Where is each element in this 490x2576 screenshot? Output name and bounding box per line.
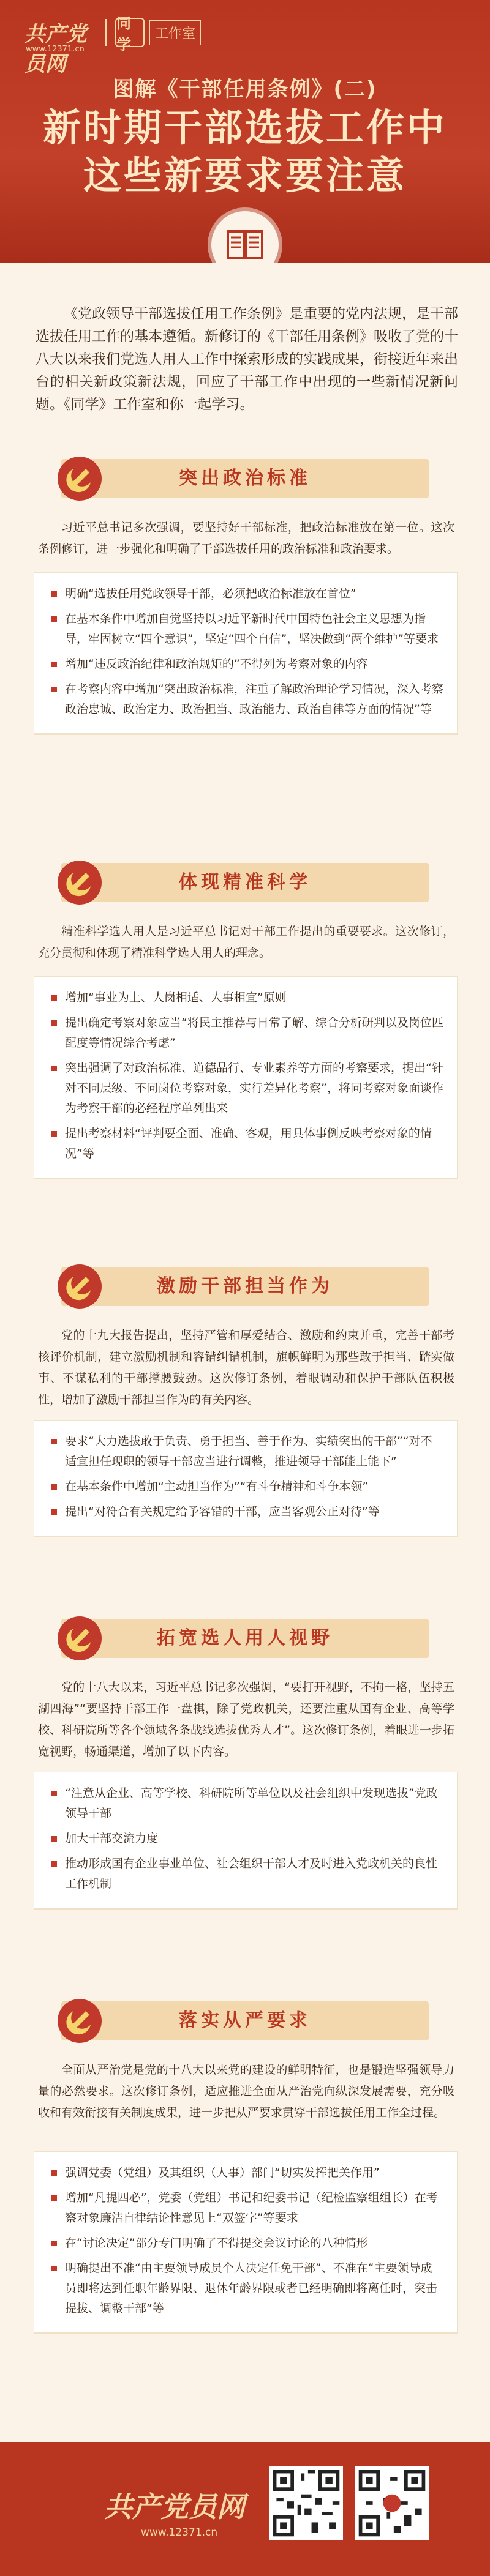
section-title: 激励干部担当作为: [157, 1275, 333, 1297]
section-list-box: [34, 1420, 458, 1536]
tongxue-label: 工作室: [149, 20, 201, 45]
list-item: 在基本条件中增加自觉坚持以习近平新时代中国特色社会主义思想为指导，牢固树立“四个意识”，坚定“四个自信”，坚决做到“两个维护”等要求: [51, 609, 443, 649]
section-title: 拓宽选人用人视野: [157, 1627, 333, 1649]
book-icon: [225, 228, 265, 262]
section-list-box: [34, 2151, 458, 2333]
list-item: 强调党委（党组）及其组织（人事）部门“切实发挥把关作用”: [51, 2163, 443, 2183]
section-list-box: [34, 572, 458, 734]
section-banner-3: [61, 1267, 429, 1306]
qr-code-icon[interactable]: [270, 2466, 343, 2540]
tongxue-logo[interactable]: [115, 15, 201, 53]
qr-code-icon[interactable]: [355, 2466, 429, 2540]
section-paragraph: 党的十九大报告提出，坚持严管和厚爱结合、激励和约束并重，完善干部考核评价机制，建立激励机制和容错纠错机制，旗帜鲜明为那些敢于担当、踏实做事、不谋私利的干部撑腰鼓劲。这次修订条例，着眼调动和保护干部队伍积极性，增加了激励干部担当作为的有关内容。: [38, 1329, 454, 1406]
page-title: 新时期干部选拔工作中 这些新要求要注意: [42, 105, 447, 198]
list-item: 提出考察材料“评判要全面、准确、客观，用具体事例反映考察对象的情况”等: [51, 1124, 443, 1164]
list-item: 加大干部交流力度: [51, 1829, 443, 1849]
list-item: 提出“对符合有关规定给予容错的干部，应当客观公正对待”等: [51, 1502, 443, 1522]
section-banner-1: [61, 459, 429, 498]
header-logos: [24, 15, 201, 77]
section-list-box: [34, 976, 458, 1178]
list-item: 要求“大力选拔敢于负责、勇于担当、善于作为、实绩突出的干部”“对不适宜担任现职的领导干部应当进行调整，推进领导干部能上能下”: [51, 1432, 443, 1472]
section-paragraph: 精准科学选人用人是习近平总书记对干部工作提出的重要要求。这次修订，充分贯彻和体现了精准科学选人用人的理念。: [38, 925, 454, 960]
section-paragraph: 习近平总书记多次强调，要坚持好干部标准，把政治标准放在第一位。这次条例修订，进一步强化和明确了干部选拔任用的政治标准和政治要求。: [38, 521, 454, 556]
logo-divider: [105, 19, 107, 46]
list-item: 推动形成国有企业事业单位、社会组织干部人才及时进入党政机关的良性工作机制: [51, 1854, 443, 1894]
list-item: “注意从企业、高等学校、科研院所等单位以及社会组织中发现选拔”党政领导干部: [51, 1783, 443, 1824]
section-banner-2: [61, 863, 429, 902]
tongxue-mark: 同学: [115, 18, 145, 47]
gongchandangyuan-logo[interactable]: 共产党员网 www.12371.cn: [24, 22, 87, 77]
list-item: 提出确定考察对象应当“将民主推荐与日常了解、综合分析研判以及岗位匹配度等情况综合考虑”: [51, 1013, 443, 1053]
section-banner-5: [61, 2001, 429, 2040]
book-badge: [211, 211, 279, 278]
list-item: 在“讨论决定”部分专门明确了不得提交会议讨论的八种情形: [51, 2233, 443, 2253]
list-item: 增加“凡提四必”，党委（党组）书记和纪委书记（纪检监察组组长）在考察对象廉洁自律结论性意见上“双签字”等要求: [51, 2188, 443, 2228]
section-paragraph: 党的十八大以来，习近平总书记多次强调，“要打开视野，不拘一格，坚持五湖四海”“要坚持干部工作一盘棋，除了党政机关，还要注重从国有企业、高等学校、科研院所等各个领域各条战线选拔优秀人才”。这次修订条例，着眼进一步拓宽视野，畅通渠道，增加了以下内容。: [38, 1681, 454, 1758]
list-item: 明确“选拔任用党政领导干部，必须把政治标准放在首位”: [51, 584, 443, 604]
section-title: 突出政治标准: [179, 468, 311, 489]
section-banner-4: [61, 1619, 429, 1658]
section-title: 体现精准科学: [179, 872, 311, 893]
list-item: 增加“事业为上、人岗相适、人事相宜”原则: [51, 988, 443, 1008]
intro-paragraph: 《党政领导干部选拔任用工作条例》是重要的党内法规，是干部选拔任用工作的基本遵循。新修订的《干部任用条例》吸收了党的十八大以来我们党选人用人工作中探索形成的实践成果，衔接近年来出台的相关新政策新法规，回应了干部工作中出现的一些新情况新问题。《同学》工作室和你一起学习。: [36, 306, 458, 413]
section-title: 落实从严要求: [179, 2010, 311, 2031]
section-list-box: [34, 1772, 458, 1908]
list-item: 在考察内容中增加“突出政治标准，注重了解政治理论学习情况，深入考察政治忠诚、政治定力、政治担当、政治能力、政治自律等方面的情况”等: [51, 679, 443, 720]
list-item: 突出强调了对政治标准、道德品行、专业素养等方面的考察要求，提出“针对不同层级、不同岗位考察对象，实行差异化考察”，将同考察对象面谈作为考察干部的必经程序单列出来: [51, 1058, 443, 1119]
list-item: 在基本条件中增加“主动担当作为”“有斗争精神和斗争本领”: [51, 1477, 443, 1497]
subtitle: 图解《干部任用条例》(二): [113, 77, 377, 102]
footer: [0, 2442, 490, 2576]
list-item: 明确提出不准“由主要领导成员个人决定任免干部”、不准在“主要领导成员即将达到任职年龄界限、退休年龄界限或者已经明确即将离任时，突击提拔、调整干部”等: [51, 2258, 443, 2319]
footer-logo[interactable]: 共产党员网: [104, 2490, 245, 2523]
list-item: 增加“违反政治纪律和政治规矩的”不得列为考察对象的内容: [51, 654, 443, 674]
section-paragraph: 全面从严治党是党的十八大以来党的建设的鲜明特征，也是锻造坚强领导力量的必然要求。这次修订条例，适应推进全面从严治党向纵深发展需要，充分吸收和有效衔接有关制度成果，进一步把从严要求贯穿干部选拔任用工作全过程。: [38, 2063, 454, 2119]
footer-url[interactable]: www.12371.cn: [141, 2526, 218, 2539]
